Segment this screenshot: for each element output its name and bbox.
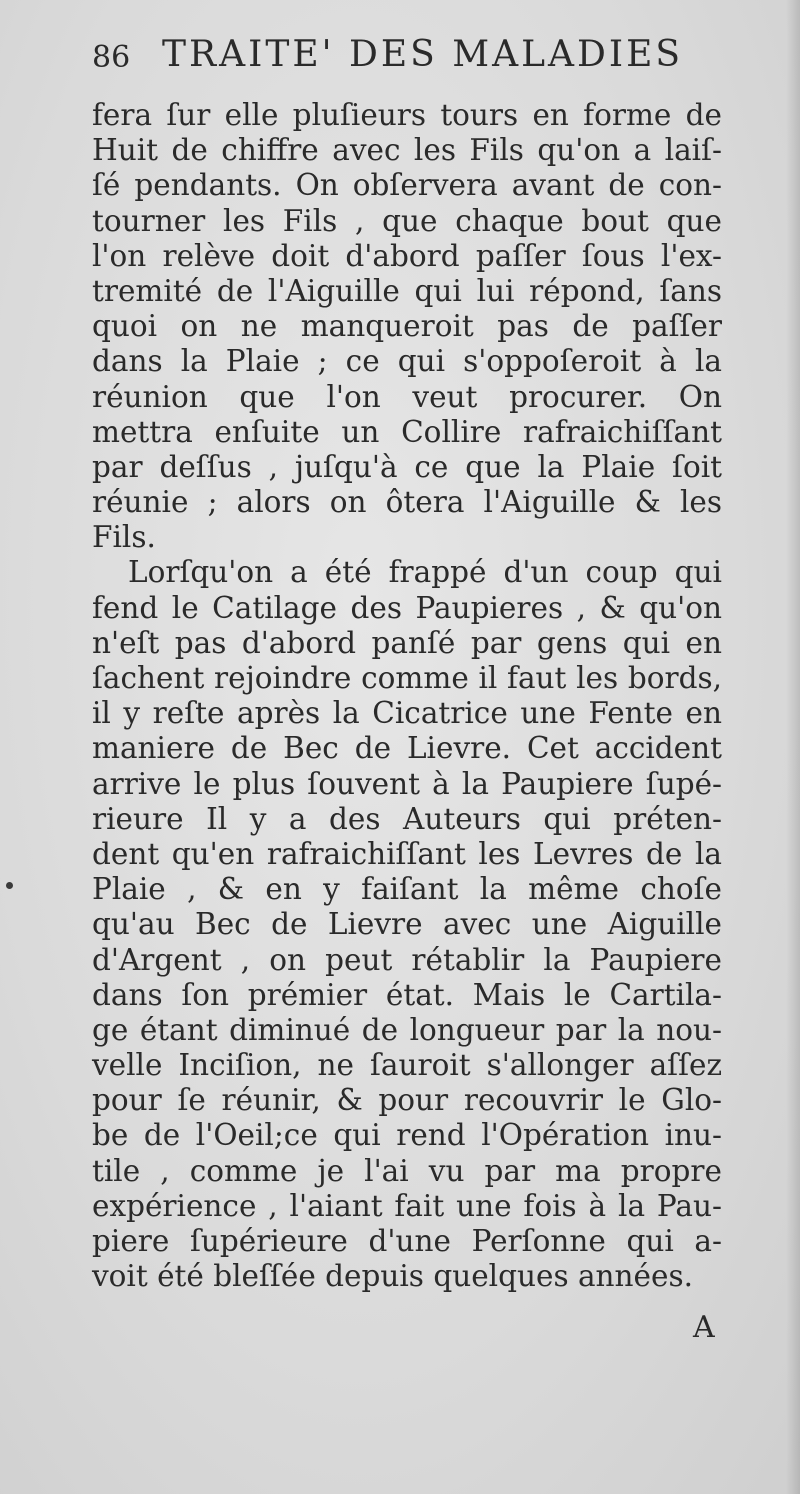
text-line: pour ſe réunir, & pour recouvrir le Glo- [92,1083,722,1118]
text-line: Plaie , & en y faiſant la même choſe [92,872,722,907]
text-line: rieure Il y a des Auteurs qui préten- [92,801,722,836]
text-line: ge étant diminué de longueur par la nou- [92,1012,722,1047]
text-line: mettra enſuite un Collire rafraichiſſant [92,414,722,449]
text-line: maniere de Bec de Lievre. Cet accident [92,731,722,766]
text-line: n'eſt pas d'abord panſé par gens qui en [92,625,722,660]
text-line: quoi on ne manqueroit pas de paſſer [92,309,722,344]
text-line: Lorſqu'on a été frappé d'un coup qui [128,555,722,590]
text-line: dent qu'en rafraichiſſant les Levres de la [92,836,722,871]
body-text [92,98,722,1294]
text-line: qu'au Bec de Lievre avec une Aiguille [92,907,722,942]
text-line: arrive le plus ſouvent à la Paupiere ſupé- [92,766,722,801]
text-line: voit été bleſſée depuis quelques années. [92,1259,693,1294]
text-line: piere ſupérieure d'une Perſonne qui a- [92,1224,722,1258]
text-line: ſachent rejoindre comme il faut les bords, [92,661,722,695]
text-line: tourner les Fils , que chaque bout que [92,203,722,238]
text-line: Fils. [92,520,156,555]
page-edge-shadow [786,0,800,1494]
page-number: 86 [92,40,131,75]
text-line: dans ſon prémier état. Mais le Cartila- [92,977,722,1012]
text-line: Huit de chiffre avec les Fils qu'on a laiſ- [92,133,722,168]
text-line: dans la Plaie ; ce qui s'oppoſeroit à la [92,344,722,379]
text-line: tile , comme je l'ai vu par ma propre [92,1153,722,1188]
text-line: tremité de l'Aiguille qui lui répond, ſans [92,273,722,308]
paragraph-1 [92,98,722,555]
text-line: il y reſte après la Cicatrice une Fente en [92,696,722,731]
text-line: réunie ; alors on ôtera l'Aiguille & les [92,485,722,520]
text-line: fera ſur elle pluſieurs tours en forme de [92,98,722,132]
running-title: TRAITE' DES MALADIES [162,34,684,75]
text-line: be de l'Oeil;ce qui rend l'Opération inu- [92,1118,722,1153]
ink-speck [6,882,13,889]
paragraph-2 [92,555,722,1294]
text-line: ſé pendants. On obſervera avant de con- [92,168,722,203]
text-line: expérience , l'aiant fait une fois à la Pau- [92,1188,722,1223]
text-line: par deſſus , juſqu'à ce que la Plaie ſoit [92,449,722,484]
text-line: réunion que l'on veut procurer. On [92,379,722,414]
text-line: fend le Catilage des Paupieres , & qu'on [92,590,722,625]
page-header [92,30,712,80]
catchword: A [693,1310,715,1345]
text-line: d'Argent , on peut rétablir la Paupiere [92,942,722,977]
text-line: velle Inciſion, ne ſauroit s'allonger aſſez [92,1048,722,1083]
text-line: l'on relève doit d'abord paſſer ſous l'ex- [92,238,722,273]
